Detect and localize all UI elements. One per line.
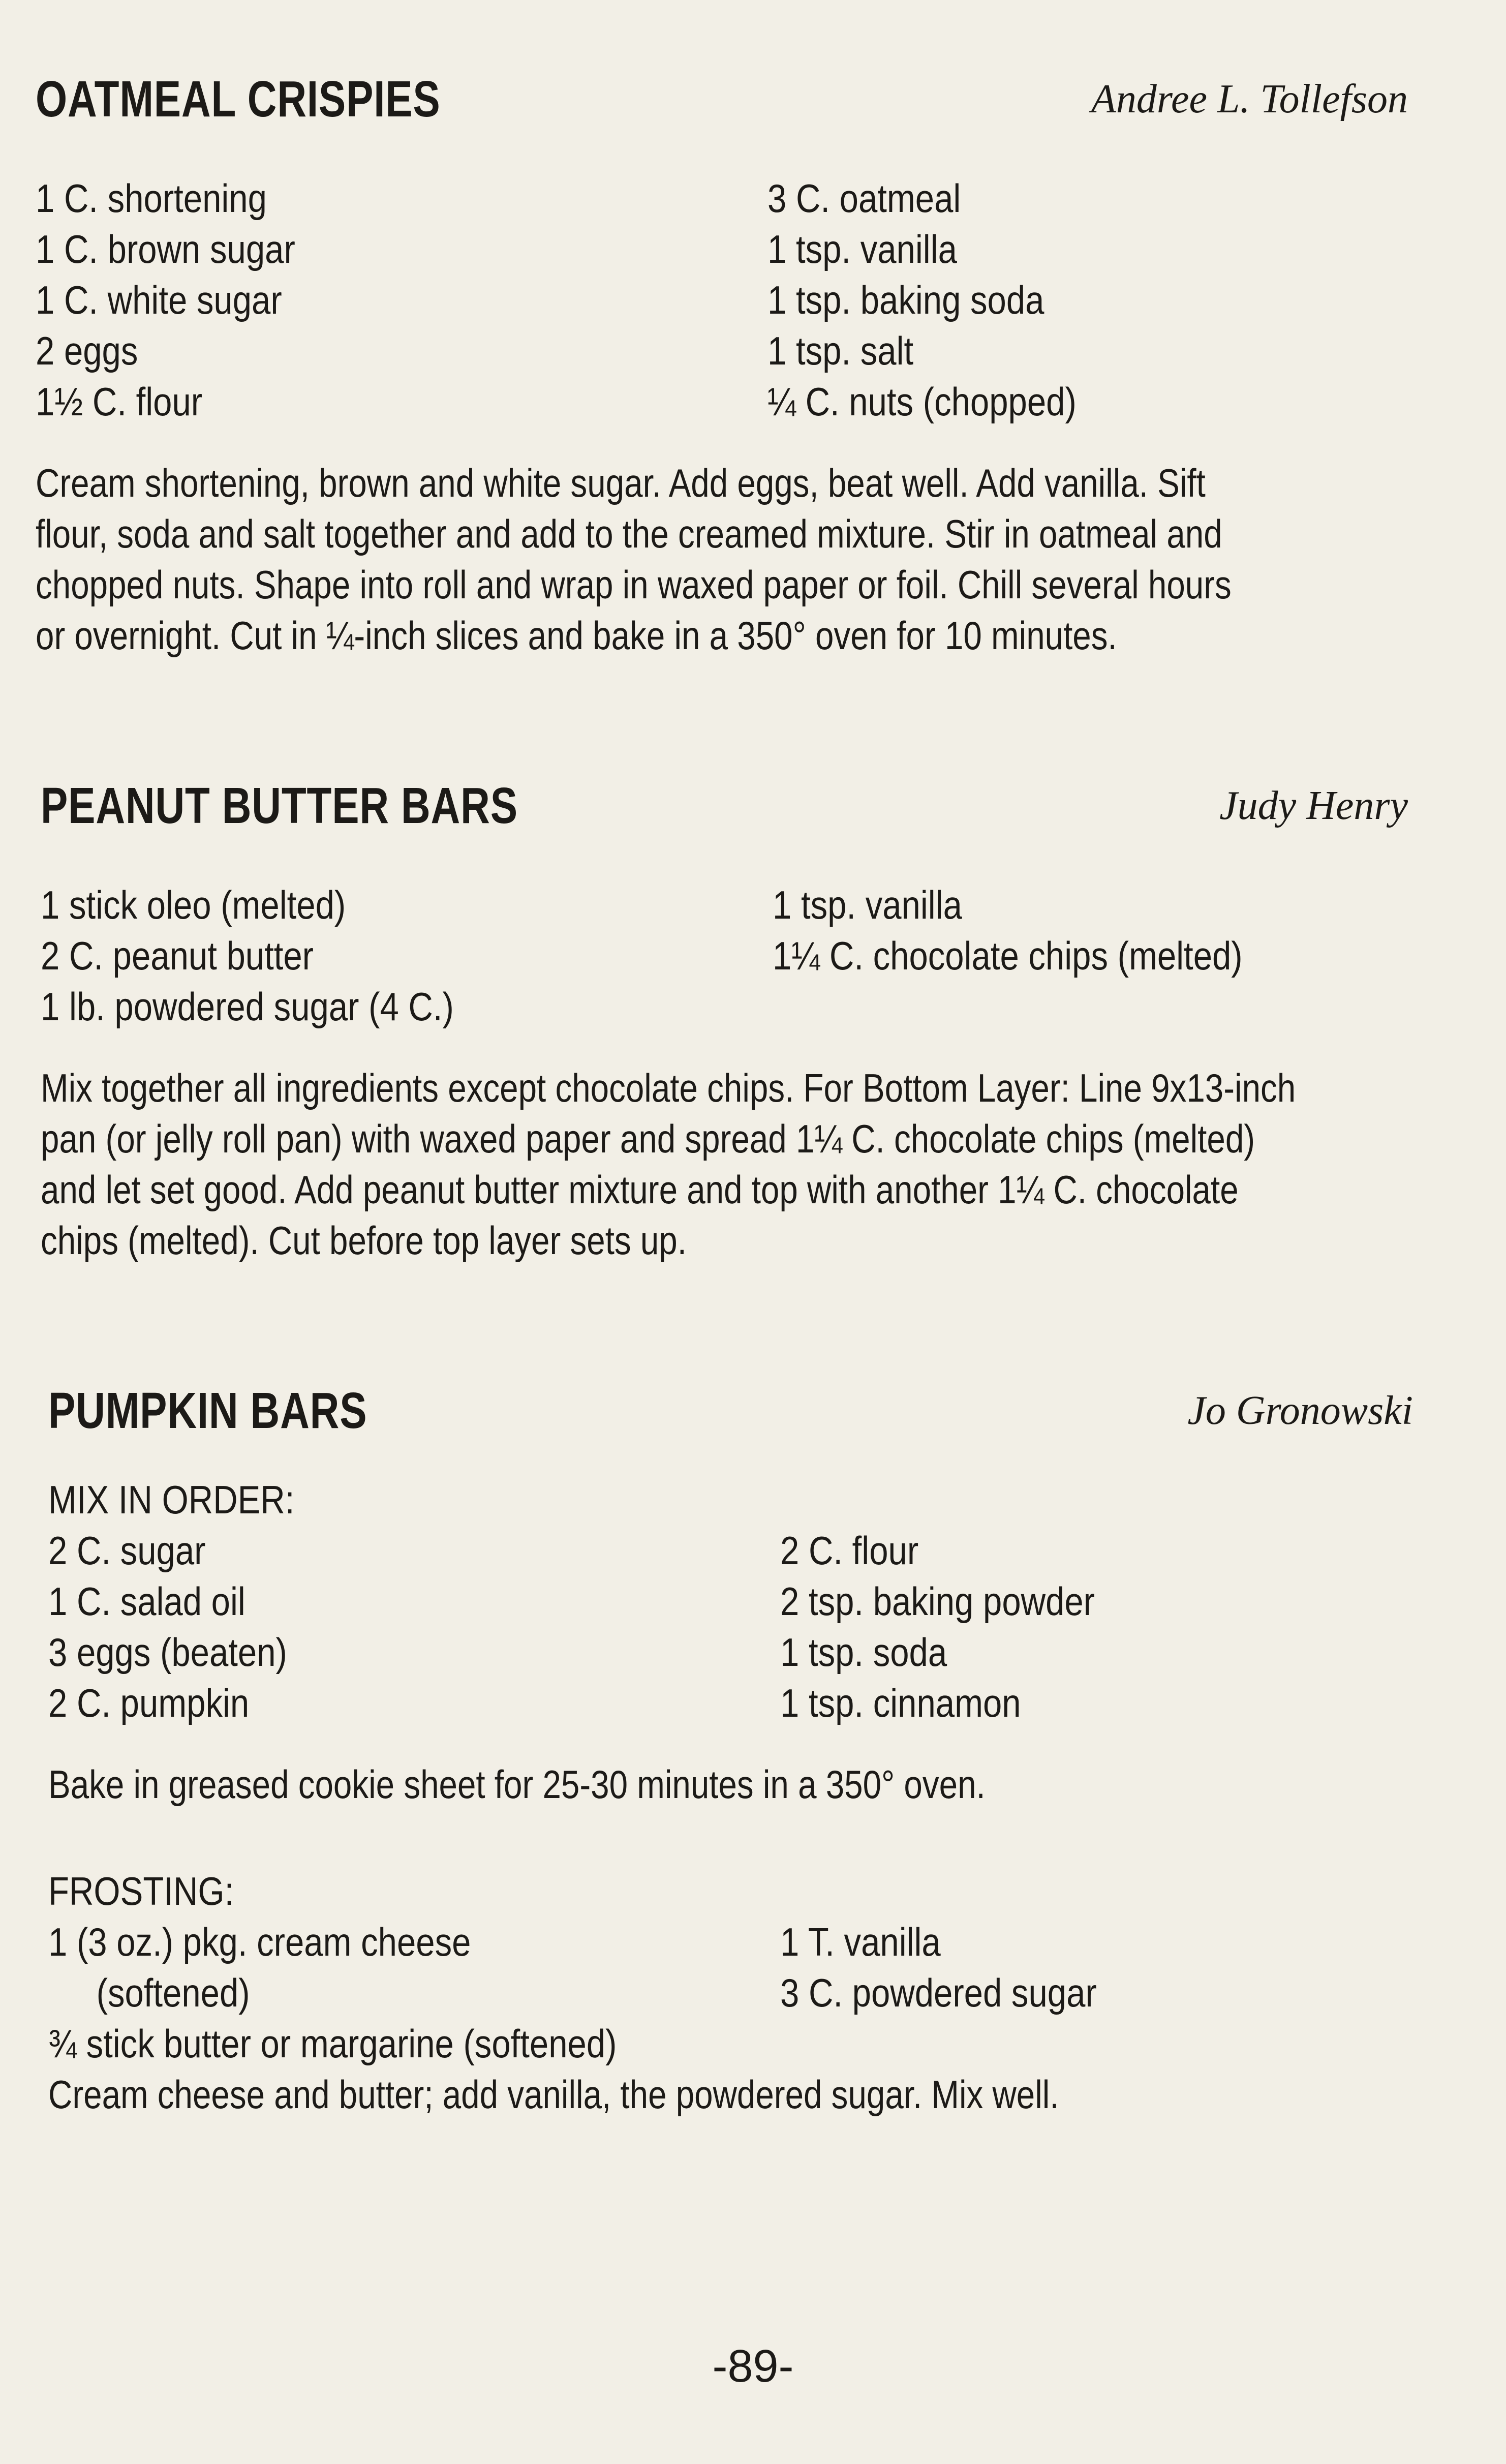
ingredient: 1 tsp. baking soda bbox=[767, 278, 1044, 322]
ingredient: 1 C. brown sugar bbox=[36, 227, 295, 271]
ingredient: 2 C. sugar bbox=[48, 1528, 206, 1573]
ingredient: ¾ stick butter or margarine (softened) bbox=[48, 2021, 617, 2066]
directions-line: and let set good. Add peanut butter mixture and top with another 1¼ C. chocolate bbox=[41, 1167, 1239, 1212]
ingredient: ¼ C. nuts (chopped) bbox=[767, 379, 1077, 424]
frosting-ingredients-left bbox=[48, 1917, 780, 2069]
ingredient: 1 tsp. soda bbox=[780, 1630, 947, 1675]
directions-line: Cream cheese and butter; add vanilla, the powdered sugar. Mix well. bbox=[48, 2072, 1059, 2117]
ingredients-left bbox=[48, 1525, 780, 1728]
directions-line: chips (melted). Cut before top layer sets up. bbox=[41, 1218, 687, 1263]
ingredient: 1 stick oleo (melted) bbox=[41, 883, 346, 927]
recipe-author: Andree L. Tollefson bbox=[1091, 77, 1408, 121]
recipe-peanut-butter-bars bbox=[41, 773, 1408, 1266]
mix-label: MIX IN ORDER: bbox=[48, 1477, 295, 1522]
ingredient: 3 C. powdered sugar bbox=[780, 1970, 1097, 2015]
recipe-oatmeal-crispies bbox=[36, 66, 1408, 661]
ingredients-left bbox=[41, 879, 773, 1032]
ingredients-left bbox=[36, 173, 767, 427]
ingredient: 1 C. salad oil bbox=[48, 1579, 245, 1624]
frosting-directions bbox=[48, 2069, 1415, 2120]
ingredient: 1 tsp. salt bbox=[767, 328, 914, 373]
ingredient: (softened) bbox=[96, 1970, 250, 2015]
ingredient: 1 (3 oz.) pkg. cream cheese bbox=[48, 1920, 471, 1964]
ingredient: 1 T. vanilla bbox=[780, 1920, 941, 1964]
page-number: -89- bbox=[712, 2341, 794, 2392]
ingredient: 1 tsp. vanilla bbox=[773, 883, 962, 927]
recipe-pumpkin-bars bbox=[48, 1378, 1413, 2120]
ingredient: 1 C. white sugar bbox=[36, 278, 282, 322]
recipe-directions bbox=[41, 1062, 1407, 1266]
recipe-title: OATMEAL CRISPIES bbox=[36, 71, 441, 128]
ingredient: 2 C. flour bbox=[780, 1528, 919, 1573]
ingredient: 2 tsp. baking powder bbox=[780, 1579, 1095, 1624]
directions-line: Bake in greased cookie sheet for 25-30 minutes in a 350° oven. bbox=[48, 1762, 986, 1807]
ingredient: 3 C. oatmeal bbox=[767, 176, 961, 221]
ingredient: 2 eggs bbox=[36, 328, 138, 373]
ingredient: 3 eggs (beaten) bbox=[48, 1630, 287, 1675]
ingredient: 2 C. peanut butter bbox=[41, 933, 314, 978]
ingredient: 1 lb. powdered sugar (4 C.) bbox=[41, 984, 454, 1029]
frosting-ingredients-right bbox=[780, 1917, 1148, 2069]
ingredient: 2 C. pumpkin bbox=[48, 1681, 250, 1725]
directions-line: chopped nuts. Shape into roll and wrap in waxed paper or foil. Chill several hours bbox=[36, 562, 1232, 607]
ingredient: 1 C. shortening bbox=[36, 176, 267, 221]
recipe-author: Jo Gronowski bbox=[1187, 1388, 1413, 1433]
frosting-label: FROSTING: bbox=[48, 1869, 234, 1913]
recipe-directions bbox=[36, 458, 1402, 661]
directions-line: pan (or jelly roll pan) with waxed paper and spread 1¼ C. chocolate chips (melted) bbox=[41, 1116, 1255, 1161]
directions-line: flour, soda and salt together and add to the creamed mixture. Stir in oatmeal and bbox=[36, 511, 1222, 556]
ingredients-right bbox=[767, 173, 1127, 427]
directions-line: or overnight. Cut in ¼-inch slices and bake in a 350° oven for 10 minutes. bbox=[36, 613, 1117, 658]
recipe-author: Judy Henry bbox=[1219, 783, 1408, 828]
recipe-title: PEANUT BUTTER BARS bbox=[41, 777, 518, 834]
ingredient: 1 tsp. vanilla bbox=[767, 227, 957, 271]
ingredient: 1 tsp. cinnamon bbox=[780, 1681, 1021, 1725]
recipe-title: PUMPKIN BARS bbox=[48, 1382, 367, 1439]
directions-line: Mix together all ingredients except chocolate chips. For Bottom Layer: Line 9x13-inch bbox=[41, 1066, 1296, 1110]
ingredient: 1¼ C. chocolate chips (melted) bbox=[773, 933, 1243, 978]
directions-line: Cream shortening, brown and white sugar. Add eggs, beat well. Add vanilla. Sift bbox=[36, 461, 1206, 505]
ingredients-right bbox=[780, 1525, 1146, 1728]
recipe-directions bbox=[48, 1759, 1415, 1810]
ingredients-right bbox=[773, 879, 1319, 1032]
ingredient: 1½ C. flour bbox=[36, 379, 203, 424]
